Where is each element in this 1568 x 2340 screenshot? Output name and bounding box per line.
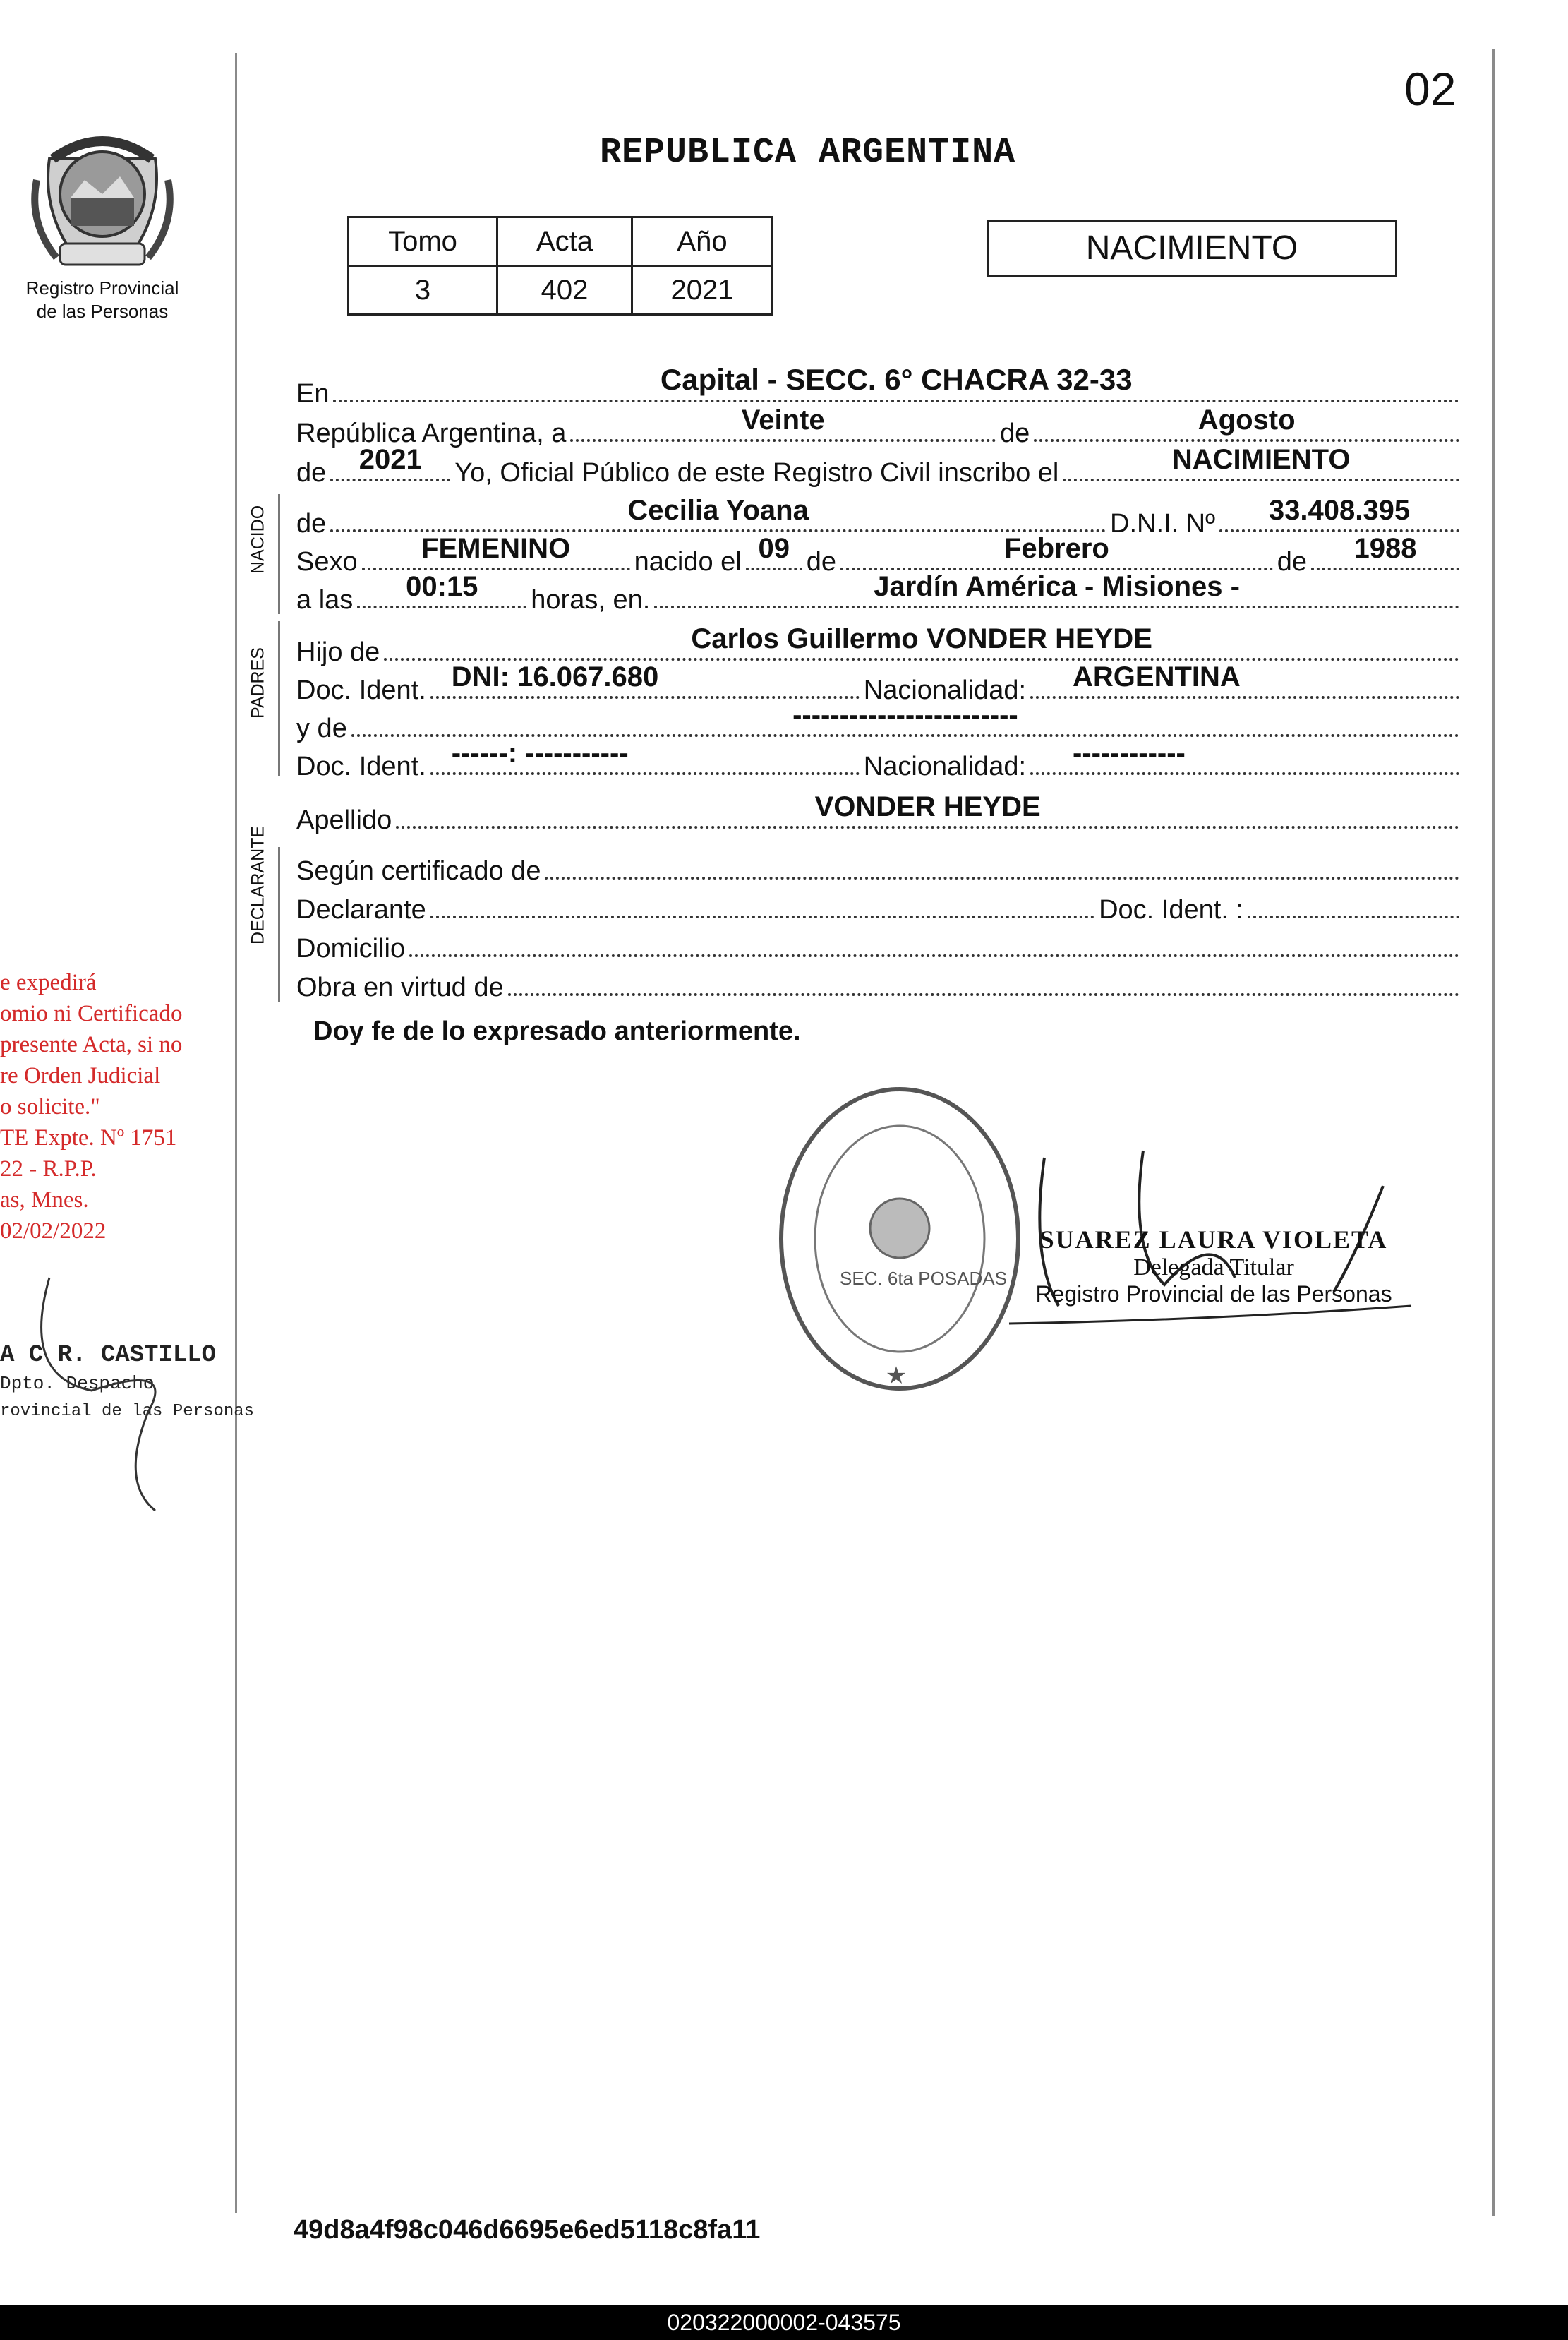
horas-label: horas, en.: [531, 585, 651, 615]
tomo-value: 3: [349, 266, 497, 315]
margin-sig-line: A C R. CASTILLO: [0, 1342, 217, 1369]
declarante-section-marker: [239, 825, 280, 1002]
apellido-label: Apellido: [296, 805, 392, 835]
day-words-value: Veinte: [741, 404, 825, 436]
sexo-value: FEMENINO: [421, 533, 571, 564]
year-value: 2021: [358, 444, 422, 475]
month-value: Agosto: [1198, 404, 1296, 436]
mother-nationality-label: Nacionalidad:: [863, 752, 1027, 781]
registry-caption-line2: de las Personas: [36, 301, 169, 322]
en-label: En: [296, 379, 330, 409]
registry-caption-line1: Registro Provincial: [25, 277, 179, 299]
acta-header: Acta: [497, 217, 632, 266]
dni-value: 33.408.395: [1268, 495, 1411, 526]
mother-name-value: ------------------------: [792, 700, 1018, 731]
oficial-text: Yo, Oficial Público de este Registro Civil inscribo el: [454, 458, 1059, 488]
right-margin-line: [1492, 49, 1495, 2216]
birth-year-value: 1988: [1353, 533, 1417, 564]
footer-barcode-code: 020322000002-043575: [0, 2305, 1568, 2340]
signatory-name: SUAREZ LAURA VIOLETA: [1039, 1225, 1388, 1254]
year-prefix-label: de: [296, 458, 327, 488]
certificado-label: Según certificado de: [296, 856, 541, 886]
a-las-label: a las: [296, 585, 354, 615]
declarante-label: Declarante: [296, 895, 426, 925]
signatory-block: [995, 1225, 1433, 1307]
stamp-line: e expedirá: [0, 970, 97, 995]
declarante-doc-label: Doc. Ident. :: [1099, 895, 1243, 925]
province-emblem-icon: [28, 116, 176, 279]
record-index-table: [347, 216, 773, 316]
padres-section-label: PADRES: [248, 647, 268, 719]
birth-day-value: 09: [758, 533, 790, 564]
row-apellido: [296, 791, 1464, 836]
birth-place-value: Jardín América - Misiones -: [874, 571, 1240, 602]
stamp-line: 02/02/2022: [0, 1218, 107, 1244]
father-name-value: Carlos Guillermo VONDER HEYDE: [691, 623, 1152, 654]
de-label: de: [1000, 419, 1030, 448]
stamp-line: 22 - R.P.P.: [0, 1156, 97, 1182]
document-hash: 49d8a4f98c046d6695e6ed5118c8fa11: [294, 2215, 761, 2245]
official-seal-icon: [773, 1080, 1027, 1398]
de-label-3: de: [1277, 547, 1307, 577]
page-number: 02: [1404, 63, 1457, 115]
mother-nationality-value: ------------: [1073, 738, 1186, 769]
nacido-section-label: NACIDO: [248, 505, 268, 574]
signatory-office: Registro Provincial de las Personas: [1035, 1281, 1392, 1307]
stamp-line: presente Acta, si no: [0, 1032, 183, 1057]
row-certificado: [296, 847, 1464, 887]
birth-time-value: 00:15: [406, 571, 478, 602]
row-year-oficial: [296, 444, 1464, 488]
father-doc-label: Doc. Ident.: [296, 676, 426, 705]
stamp-line: re Orden Judicial: [0, 1063, 161, 1088]
document-country-title: REPUBLICA ARGENTINA: [600, 133, 1016, 173]
row-domicilio: [296, 925, 1464, 964]
nacido-name-value: Cecilia Yoana: [627, 495, 809, 526]
row-mother-doc: [296, 738, 1464, 782]
republica-label: República Argentina, a: [296, 419, 567, 448]
margin-signature-scribble: [7, 1271, 233, 1525]
stamp-line: as, Mnes.: [0, 1187, 89, 1213]
margin-red-stamp: [0, 967, 182, 1247]
father-doc-value: DNI: 16.067.680: [451, 661, 659, 692]
obra-label: Obra en virtud de: [296, 973, 504, 1002]
doy-fe-statement: Doy fe de lo expresado anteriormente.: [313, 1016, 801, 1046]
margin-sig-line: Dpto. Despacho: [0, 1373, 155, 1394]
stamp-line: o solicite.": [0, 1094, 100, 1120]
mother-doc-label: Doc. Ident.: [296, 752, 426, 781]
record-type-box: NACIMIENTO: [987, 220, 1397, 277]
left-margin-line: [235, 53, 237, 2213]
apellido-value: VONDER HEYDE: [814, 791, 1041, 822]
seal-inner-text: SEC. 6ta POSADAS: [840, 1268, 1007, 1289]
row-hora: [296, 571, 1464, 616]
declarante-section-label: DECLARANTE: [248, 825, 268, 944]
padres-section-marker: [239, 621, 280, 776]
tomo-header: Tomo: [349, 217, 497, 266]
father-nationality-value: ARGENTINA: [1073, 661, 1241, 692]
registry-caption: [0, 277, 205, 323]
y-de-label: y de: [296, 714, 347, 743]
anio-header: Año: [632, 217, 773, 266]
anio-value: 2021: [632, 266, 773, 315]
mother-doc-value: ------: -----------: [451, 738, 629, 769]
domicilio-label: Domicilio: [296, 934, 406, 964]
sexo-label: Sexo: [296, 547, 358, 577]
birth-month-value: Febrero: [1003, 533, 1109, 564]
acta-value: 402: [497, 266, 632, 315]
inscribo-value: NACIMIENTO: [1171, 444, 1351, 475]
de-label-2: de: [806, 547, 837, 577]
en-value: Capital - SECC. 6° CHACRA 32-33: [660, 363, 1133, 396]
nacido-section-marker: [239, 494, 280, 614]
row-obra: [296, 964, 1464, 1003]
signatory-title: Delegada Titular: [1133, 1254, 1294, 1280]
hijo-de-label: Hijo de: [296, 637, 380, 667]
row-republica: [296, 404, 1464, 449]
nacido-el-label: nacido el: [634, 547, 742, 577]
stamp-line: omio ni Certificado: [0, 1001, 183, 1026]
row-declarante: [296, 886, 1464, 925]
svg-text:★: ★: [885, 1362, 907, 1389]
father-nationality-label: Nacionalidad:: [863, 676, 1027, 705]
record-index-value-row: [349, 266, 773, 315]
row-en: [296, 363, 1464, 409]
stamp-line: TE Expte. Nº 1751: [0, 1125, 177, 1151]
dni-label: D.N.I. Nº: [1110, 509, 1215, 539]
nacido-de-label: de: [296, 509, 327, 539]
record-index-header-row: [349, 217, 773, 266]
margin-sig-line: rovincial de las Personas: [0, 1402, 255, 1421]
